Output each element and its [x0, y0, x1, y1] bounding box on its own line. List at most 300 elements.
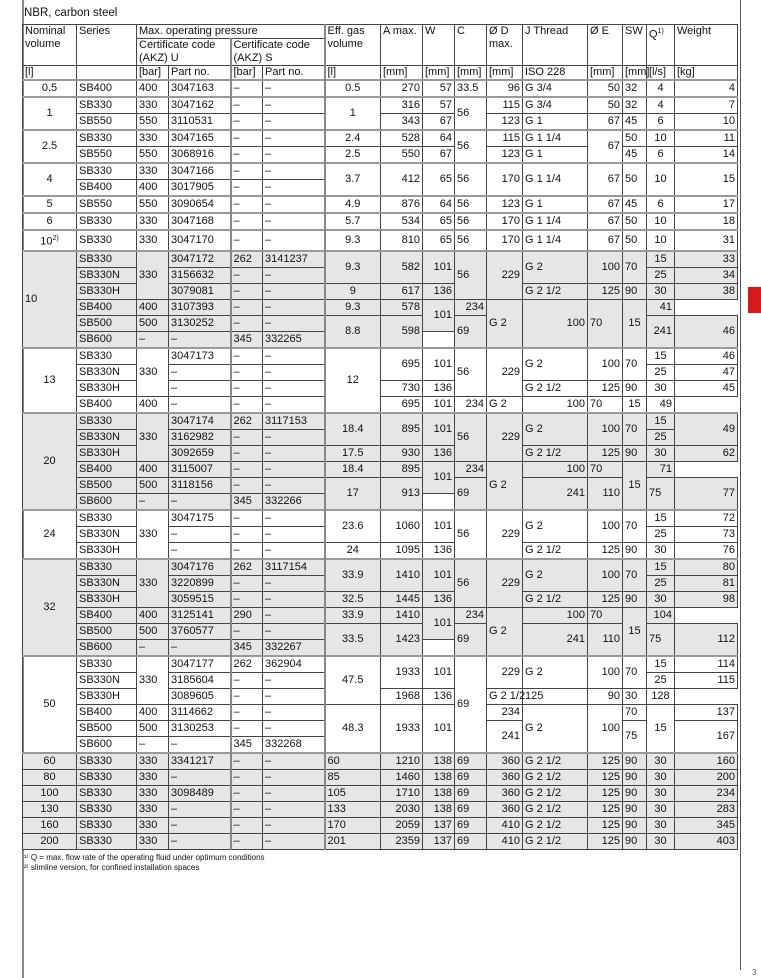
cell-series: SB330N — [77, 364, 137, 380]
cell-pressure-u: 400 — [137, 80, 169, 97]
cell-thread-j: G 2 — [523, 413, 588, 446]
cell-dim-w: 101 — [423, 559, 455, 592]
cell-dim-sw: 45 — [623, 147, 647, 164]
cell-weight: 7 — [675, 97, 738, 114]
cell-gas-volume: 133 — [325, 801, 381, 817]
cell-dim-e: 125 — [588, 380, 623, 396]
cell-gas-volume: 47.5 — [325, 656, 381, 705]
cell-dim-sw: 32 — [623, 80, 647, 97]
cell-dim-d: 234 — [455, 607, 487, 623]
cell-thread-j: G 2 — [487, 607, 523, 656]
cell-dim-w: 65 — [423, 230, 455, 251]
cell-part-no-u: 3047163 — [169, 80, 231, 97]
cell-flow-q: 10 — [647, 213, 675, 230]
cell-part-no-s: – — [263, 80, 325, 97]
cell-pressure-s: – — [231, 283, 263, 299]
cell-dim-d: 229 — [487, 656, 523, 689]
cell-series: SB400 — [77, 180, 137, 197]
cell-pressure-s: 345 — [231, 493, 263, 510]
col-c: C — [455, 25, 487, 66]
cell-pressure-s: – — [231, 510, 263, 527]
table-body — [23, 80, 738, 849]
cell-dim-sw: 90 — [623, 785, 647, 801]
cell-pressure-u: – — [137, 639, 169, 656]
cell-part-no-u: 3047177 — [169, 656, 231, 673]
cell-pressure-s: – — [231, 720, 263, 736]
cell-part-no-u: 3047176 — [169, 559, 231, 576]
cell-flow-q: 10 — [647, 130, 675, 147]
cell-nominal-volume: 0.5 — [23, 80, 77, 97]
cell-thread-j: G 2 1/2 — [523, 591, 588, 607]
cell-thread-j: G 2 — [523, 559, 588, 592]
cell-part-no-s: – — [263, 147, 325, 164]
unit-dim-sw: [mm] — [623, 66, 647, 81]
cell-part-no-u: 3098489 — [169, 785, 231, 801]
cell-flow-q: 25 — [647, 575, 675, 591]
cell-dim-a: 1710 — [381, 785, 423, 801]
cell-dim-d: 96 — [487, 80, 523, 97]
cell-pressure-s: – — [231, 163, 263, 180]
cell-weight: 31 — [675, 230, 738, 251]
cell-part-no-s: – — [263, 672, 325, 688]
cell-pressure-s: 262 — [231, 656, 263, 673]
cell-pressure-s: 262 — [231, 413, 263, 430]
cell-part-no-u: 3156632 — [169, 267, 231, 283]
cell-pressure-u: 500 — [137, 315, 169, 331]
cell-pressure-u: 330 — [137, 230, 169, 251]
cell-dim-d: 241 — [523, 623, 588, 656]
cell-gas-volume: 2.4 — [325, 130, 381, 147]
cell-nominal-volume: 32 — [23, 559, 77, 656]
cell-pressure-s: – — [231, 477, 263, 493]
cell-dim-e: 67 — [588, 230, 623, 251]
cell-thread-j: G 2 — [487, 461, 523, 510]
cell-series: SB330 — [77, 163, 137, 180]
cell-dim-e: 67 — [588, 130, 623, 163]
cell-part-no-u: 3059515 — [169, 591, 231, 607]
cell-pressure-s: – — [231, 833, 263, 849]
cell-dim-w: 136 — [423, 591, 455, 607]
cell-pressure-s: – — [231, 230, 263, 251]
cell-series: SB330 — [77, 833, 137, 849]
cell-series: SB330N — [77, 575, 137, 591]
cell-dim-w: 101 — [423, 510, 455, 543]
cell-thread-j: G 2 — [523, 704, 588, 753]
cell-dim-d: 229 — [487, 559, 523, 608]
cell-pressure-s: – — [231, 114, 263, 131]
cell-thread-j: G 2 — [523, 656, 588, 689]
cell-dim-a: 810 — [381, 230, 423, 251]
cell-thread-j: G 2 1/2 — [523, 785, 588, 801]
cell-series: SB600 — [77, 736, 137, 753]
cell-part-no-s: – — [263, 213, 325, 230]
cell-dim-d: 241 — [647, 315, 675, 348]
cell-part-no-s: – — [263, 97, 325, 114]
cell-series: SB330 — [77, 817, 137, 833]
cell-dim-a: 270 — [381, 80, 423, 97]
cell-dim-e: 125 — [588, 769, 623, 785]
col-sw: SW — [623, 25, 647, 66]
cell-gas-volume: 170 — [325, 817, 381, 833]
cell-thread-j: G 1 1/4 — [523, 213, 588, 230]
footnote-2: ²⁾ slimline version, for confined installation spaces — [24, 862, 200, 872]
cell-thread-j: 125 — [523, 688, 588, 704]
cell-pressure-s: – — [231, 130, 263, 147]
cell-part-no-s: – — [263, 315, 325, 331]
cell-thread-j: G 3/4 — [523, 80, 588, 97]
cell-gas-volume: 1 — [325, 97, 381, 130]
cell-pressure-u: 330 — [137, 785, 169, 801]
cell-dim-w: 137 — [423, 817, 455, 833]
cell-dim-d: 170 — [487, 213, 523, 230]
cell-weight: 17 — [675, 196, 738, 213]
table-row — [23, 114, 738, 131]
cell-series: SB330 — [77, 130, 137, 147]
cell-dim-c: 56 — [455, 196, 487, 213]
cell-weight: 45 — [675, 380, 738, 396]
data-sheet — [22, 6, 737, 873]
cell-part-no-u: 3185604 — [169, 672, 231, 688]
cell-pressure-s: – — [231, 461, 263, 477]
cell-pressure-u: 500 — [137, 720, 169, 736]
cell-dim-a: 1423 — [381, 623, 423, 656]
cell-dim-c: 69 — [455, 477, 487, 510]
cell-series: SB550 — [77, 196, 137, 213]
cell-flow-q: 15 — [623, 461, 647, 510]
cell-part-no-u: 3114662 — [169, 704, 231, 720]
cell-gas-volume: 8.8 — [325, 315, 381, 348]
cell-dim-c: 56 — [455, 413, 487, 462]
cell-dim-a: 2359 — [381, 833, 423, 849]
cell-pressure-s: – — [231, 429, 263, 445]
cell-dim-c: 56 — [455, 251, 487, 300]
cell-pressure-u: 400 — [137, 461, 169, 477]
cell-weight: 4 — [675, 80, 738, 97]
cell-dim-d: 234 — [455, 461, 487, 477]
cell-dim-d: 123 — [487, 196, 523, 213]
page-right-rule — [740, 0, 741, 970]
cell-series: SB600 — [77, 493, 137, 510]
cell-part-no-u: – — [169, 542, 231, 559]
cell-weight: 49 — [647, 396, 675, 413]
cell-gas-volume: 60 — [325, 753, 381, 770]
cell-series: SB330N — [77, 267, 137, 283]
cell-pressure-s: – — [231, 526, 263, 542]
cell-part-no-u: 3760577 — [169, 623, 231, 639]
cell-pressure-s: – — [231, 575, 263, 591]
cell-dim-a: 316 — [381, 97, 423, 114]
unit-nominal-volume: [l] — [23, 66, 77, 81]
cell-pressure-s: 262 — [231, 559, 263, 576]
cell-pressure-u: 400 — [137, 396, 169, 413]
cell-part-no-u: 3107393 — [169, 299, 231, 315]
cell-dim-d: 229 — [487, 348, 523, 397]
cell-dim-sw: 75 — [647, 477, 675, 510]
cell-dim-sw: 90 — [623, 753, 647, 770]
cell-gas-volume: 9.3 — [325, 230, 381, 251]
cell-dim-a: 412 — [381, 163, 423, 196]
cell-dim-sw: 90 — [623, 380, 647, 396]
cell-dim-sw: 70 — [623, 559, 647, 592]
cell-series: SB330H — [77, 283, 137, 299]
cell-part-no-u: 3115007 — [169, 461, 231, 477]
cell-pressure-s: – — [231, 817, 263, 833]
cell-part-no-u: 3047172 — [169, 251, 231, 268]
cell-series: SB330 — [77, 97, 137, 114]
cell-part-no-u: 3220899 — [169, 575, 231, 591]
cell-dim-sw: 30 — [623, 688, 647, 704]
cell-weight: 114 — [675, 656, 738, 673]
cell-pressure-u: 330 — [137, 163, 169, 180]
cell-dim-a: 582 — [381, 251, 423, 284]
cell-pressure-u: 330 — [137, 348, 169, 397]
cell-dim-e: 50 — [588, 80, 623, 97]
cell-series: SB330 — [77, 785, 137, 801]
cell-thread-j: G 1 1/4 — [523, 230, 588, 251]
cell-dim-w: 101 — [423, 461, 455, 493]
cell-part-no-s: – — [263, 526, 325, 542]
cell-dim-c: 56 — [455, 213, 487, 230]
table-row — [23, 283, 738, 299]
table-row — [23, 688, 738, 704]
cell-part-no-u: – — [169, 331, 231, 348]
table-row — [23, 396, 738, 413]
col-nominal-volume: Nominal volume — [23, 25, 77, 66]
cell-dim-w: 57 — [423, 80, 455, 97]
cell-dim-w: 136 — [423, 542, 455, 559]
cell-nominal-volume: 60 — [23, 753, 77, 770]
cell-part-no-u: 3047170 — [169, 230, 231, 251]
cell-dim-e: 67 — [588, 163, 623, 196]
cell-dim-sw: 90 — [623, 833, 647, 849]
cell-nominal-volume: 20 — [23, 413, 77, 510]
cell-dim-w: 138 — [423, 785, 455, 801]
cell-dim-w: 136 — [423, 688, 455, 704]
cell-dim-d: 123 — [487, 114, 523, 131]
cell-weight: 18 — [675, 213, 738, 230]
cell-dim-sw: 70 — [588, 299, 623, 348]
cell-pressure-u: 400 — [137, 704, 169, 720]
cell-part-no-s: – — [263, 720, 325, 736]
cell-dim-d: 360 — [487, 785, 523, 801]
unit-dim-c: [mm] — [455, 66, 487, 81]
cell-gas-volume: 9 — [325, 283, 381, 299]
cell-series: SB330 — [77, 230, 137, 251]
col-a: A max. — [381, 25, 423, 66]
cell-weight: 80 — [675, 559, 738, 576]
cell-dim-a: 1933 — [381, 656, 423, 689]
cell-dim-c: 56 — [455, 348, 487, 397]
cell-series: SB330 — [77, 801, 137, 817]
cell-dim-c: 56 — [455, 559, 487, 608]
cell-part-no-u: 3068916 — [169, 147, 231, 164]
cell-thread-j: G 2 1/2 — [523, 380, 588, 396]
cell-pressure-s: – — [231, 753, 263, 770]
cell-dim-w: 101 — [423, 656, 455, 689]
cell-pressure-u: 330 — [137, 130, 169, 147]
cell-flow-q: 15 — [647, 559, 675, 576]
cell-pressure-u: 330 — [137, 251, 169, 300]
table-row — [23, 251, 738, 268]
cell-flow-q: 15 — [647, 656, 675, 673]
cell-dim-e: 100 — [523, 461, 588, 477]
cell-weight: 15 — [675, 163, 738, 196]
cell-pressure-u: 400 — [137, 607, 169, 623]
cell-dim-a: 1410 — [381, 559, 423, 592]
table-row — [23, 147, 738, 164]
cell-flow-q: 15 — [623, 607, 647, 656]
cell-part-no-u: 3047168 — [169, 213, 231, 230]
cell-part-no-s: – — [263, 445, 325, 461]
cell-weight: 62 — [675, 445, 738, 461]
cell-dim-w: 136 — [423, 445, 455, 461]
cell-series: SB400 — [77, 80, 137, 97]
table-row — [23, 753, 738, 770]
cell-flow-q: 15 — [623, 299, 647, 348]
cell-part-no-u: 3092659 — [169, 445, 231, 461]
table-row — [23, 230, 738, 251]
cell-part-no-s: 332268 — [263, 736, 325, 753]
cell-flow-q: 15 — [647, 251, 675, 268]
cell-gas-volume: 33.9 — [325, 607, 381, 623]
table-row — [23, 801, 738, 817]
cell-gas-volume: 9.3 — [325, 299, 381, 315]
cell-dim-sw: 75 — [647, 623, 675, 656]
cell-weight: 76 — [675, 542, 738, 559]
cell-dim-w: 136 — [423, 283, 455, 299]
cell-weight: 112 — [675, 623, 738, 656]
cell-dim-w: 138 — [423, 769, 455, 785]
cell-series: SB500 — [77, 315, 137, 331]
cell-dim-c: 69 — [455, 315, 487, 348]
cell-pressure-s: – — [231, 542, 263, 559]
cell-thread-j: G 1 1/4 — [523, 163, 588, 196]
cell-part-no-s: 3117153 — [263, 413, 325, 430]
cell-pressure-s: – — [231, 785, 263, 801]
cell-part-no-u: – — [169, 639, 231, 656]
cell-series: SB500 — [77, 623, 137, 639]
cell-flow-q: 15 — [623, 396, 647, 413]
cell-flow-q: 6 — [647, 147, 675, 164]
cell-pressure-u: 330 — [137, 817, 169, 833]
cell-part-no-s: – — [263, 542, 325, 559]
cell-pressure-u: – — [137, 331, 169, 348]
cell-pressure-s: 290 — [231, 607, 263, 623]
table-row — [23, 80, 738, 97]
col-q: $Q^{1)}$ — [647, 25, 675, 66]
cell-dim-w: 67 — [423, 114, 455, 131]
cell-dim-e: 125 — [588, 817, 623, 833]
cell-dim-sw: 50 — [623, 230, 647, 251]
cell-pressure-s: – — [231, 623, 263, 639]
cell-dim-a: 730 — [381, 380, 423, 396]
cell-flow-q: 30 — [647, 769, 675, 785]
cell-dim-d: 410 — [487, 833, 523, 849]
cell-pressure-u: 330 — [137, 413, 169, 462]
unit-gas-volume: [l] — [325, 66, 381, 81]
cell-part-no-s: – — [263, 510, 325, 527]
cell-thread-j: G 2 — [523, 510, 588, 543]
cell-series: SB330H — [77, 445, 137, 461]
cell-dim-sw: 70 — [623, 656, 647, 689]
cell-weight: 234 — [675, 785, 738, 801]
cell-pressure-s: – — [231, 213, 263, 230]
cell-nominal-volume: 1 — [23, 97, 77, 130]
cell-dim-d: 170 — [487, 230, 523, 251]
cell-thread-j: G 2 — [523, 251, 588, 284]
col-j: J Thread — [523, 25, 588, 66]
cell-thread-j: G 2 1/2 — [523, 753, 588, 770]
cell-weight: 200 — [675, 769, 738, 785]
cell-dim-sw: 70 — [623, 348, 647, 381]
cell-dim-e: 100 — [523, 607, 588, 623]
cell-series: SB400 — [77, 607, 137, 623]
cell-weight: 38 — [675, 283, 738, 299]
cell-weight: 10 — [675, 114, 738, 131]
cell-dim-sw: 70 — [623, 510, 647, 543]
cell-dim-a: 2030 — [381, 801, 423, 817]
cell-nominal-volume: 4 — [23, 163, 77, 196]
cell-thread-j: G 2 1/2 — [523, 769, 588, 785]
cell-gas-volume: 4.9 — [325, 196, 381, 213]
cell-dim-c: 69 — [455, 801, 487, 817]
cell-pressure-s: – — [231, 801, 263, 817]
cell-dim-d: 115 — [487, 130, 523, 147]
cell-dim-d: 241 — [523, 477, 588, 510]
col-gas-volume: Eff. gas volume — [325, 25, 381, 66]
cell-series: SB500 — [77, 720, 137, 736]
cell-part-no-u: 3047173 — [169, 348, 231, 365]
cell-weight: 77 — [675, 477, 738, 510]
cell-dim-w: 136 — [423, 380, 455, 396]
cell-part-no-u: 3110531 — [169, 114, 231, 131]
cell-part-no-s: – — [263, 230, 325, 251]
cell-pressure-s: – — [231, 299, 263, 315]
cell-part-no-u: 3090654 — [169, 196, 231, 213]
unit-flow-q: [l/s] — [647, 66, 675, 81]
cell-dim-sw: 50 — [623, 130, 647, 147]
cell-flow-q: 10 — [647, 230, 675, 251]
unit-series — [77, 66, 137, 81]
cell-pressure-s: – — [231, 348, 263, 365]
cell-pressure-s: – — [231, 396, 263, 413]
cell-dim-e: 100 — [588, 704, 623, 753]
cell-weight: 11 — [675, 130, 738, 147]
cell-dim-w: 101 — [423, 413, 455, 446]
cell-series: SB330 — [77, 656, 137, 673]
cell-weight: 167 — [675, 720, 738, 753]
cell-series: SB400 — [77, 461, 137, 477]
cell-dim-a: 578 — [381, 299, 423, 315]
cell-dim-e: 100 — [588, 413, 623, 446]
cell-part-no-s: – — [263, 348, 325, 365]
table-row — [23, 380, 738, 396]
cell-gas-volume: 23.6 — [325, 510, 381, 543]
cell-pressure-u: 330 — [137, 97, 169, 114]
cell-weight: 115 — [675, 672, 738, 688]
cell-pressure-s: – — [231, 688, 263, 704]
cell-flow-q: 25 — [647, 267, 675, 283]
cell-nominal-volume: 10 — [23, 251, 77, 348]
cell-part-no-u: – — [169, 526, 231, 542]
cell-pressure-s: – — [231, 769, 263, 785]
cell-pressure-s: 345 — [231, 639, 263, 656]
cell-part-no-s: – — [263, 591, 325, 607]
cell-thread-j: G 2 1/2 — [523, 801, 588, 817]
cell-part-no-u: 3079081 — [169, 283, 231, 299]
cell-part-no-u: 3130253 — [169, 720, 231, 736]
cell-dim-sw: 75 — [623, 720, 647, 753]
